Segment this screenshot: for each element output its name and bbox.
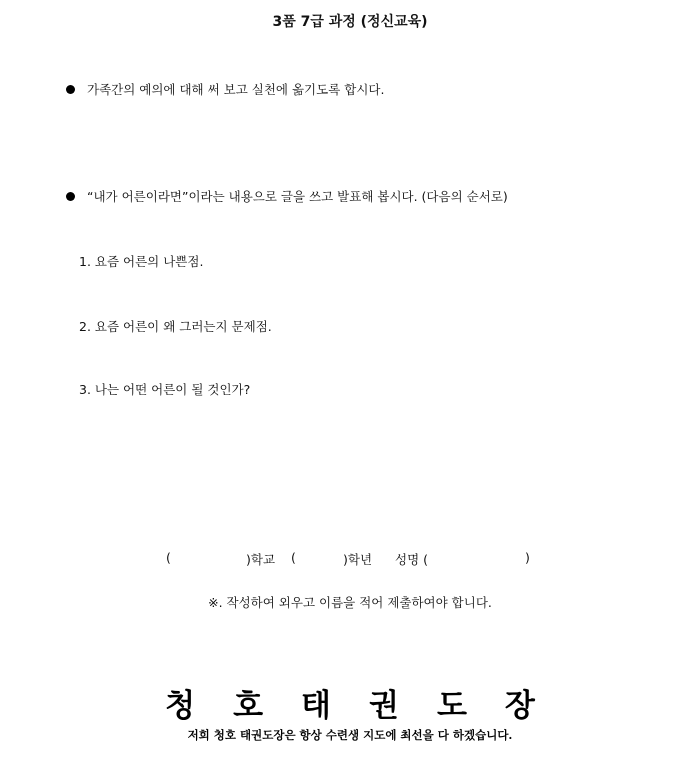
logo-char: 도: [436, 688, 467, 724]
logo-char: 장: [504, 688, 535, 724]
list-item-3: 3. 나는 어떤 어른이 될 것인가?: [79, 382, 251, 397]
bullet-icon: [66, 85, 75, 94]
list-item-1: 1. 요즘 어른의 나쁜점.: [79, 254, 204, 269]
dojang-logo: [0, 680, 700, 725]
page-title: 3품 7급 과정 (정신교육): [272, 14, 428, 30]
list-item-2: 2. 요즘 어른이 왜 그러는지 문제점.: [79, 319, 272, 334]
slogan: 저희 청호 태권도장은 항상 수련생 지도에 최선을 다 하겠습니다.: [187, 728, 513, 742]
submission-note: ※. 작성하여 외우고 이름을 적어 제출하여야 합니다.: [208, 595, 492, 610]
question-2-text: “내가 어른이라면”이라는 내용으로 글을 쓰고 발표해 봅시다. (다음의 순서로): [87, 189, 508, 204]
name-close: ): [525, 550, 530, 565]
question-1-text: 가족간의 예의에 대해 써 보고 실천에 옮기도록 합시다.: [87, 82, 385, 97]
school-label: )학교: [246, 552, 276, 567]
logo-char: 청: [165, 688, 196, 724]
logo-char: 태: [301, 688, 331, 724]
school-open: (: [166, 550, 171, 565]
question-1: [66, 80, 384, 98]
bullet-icon: [66, 192, 75, 201]
logo-char: 권: [369, 688, 399, 724]
name-label: 성명 (: [395, 552, 429, 567]
logo-char: 호: [233, 688, 264, 724]
question-2: [66, 187, 508, 205]
grade-label: )학년: [343, 552, 373, 567]
grade-open: (: [291, 550, 296, 565]
